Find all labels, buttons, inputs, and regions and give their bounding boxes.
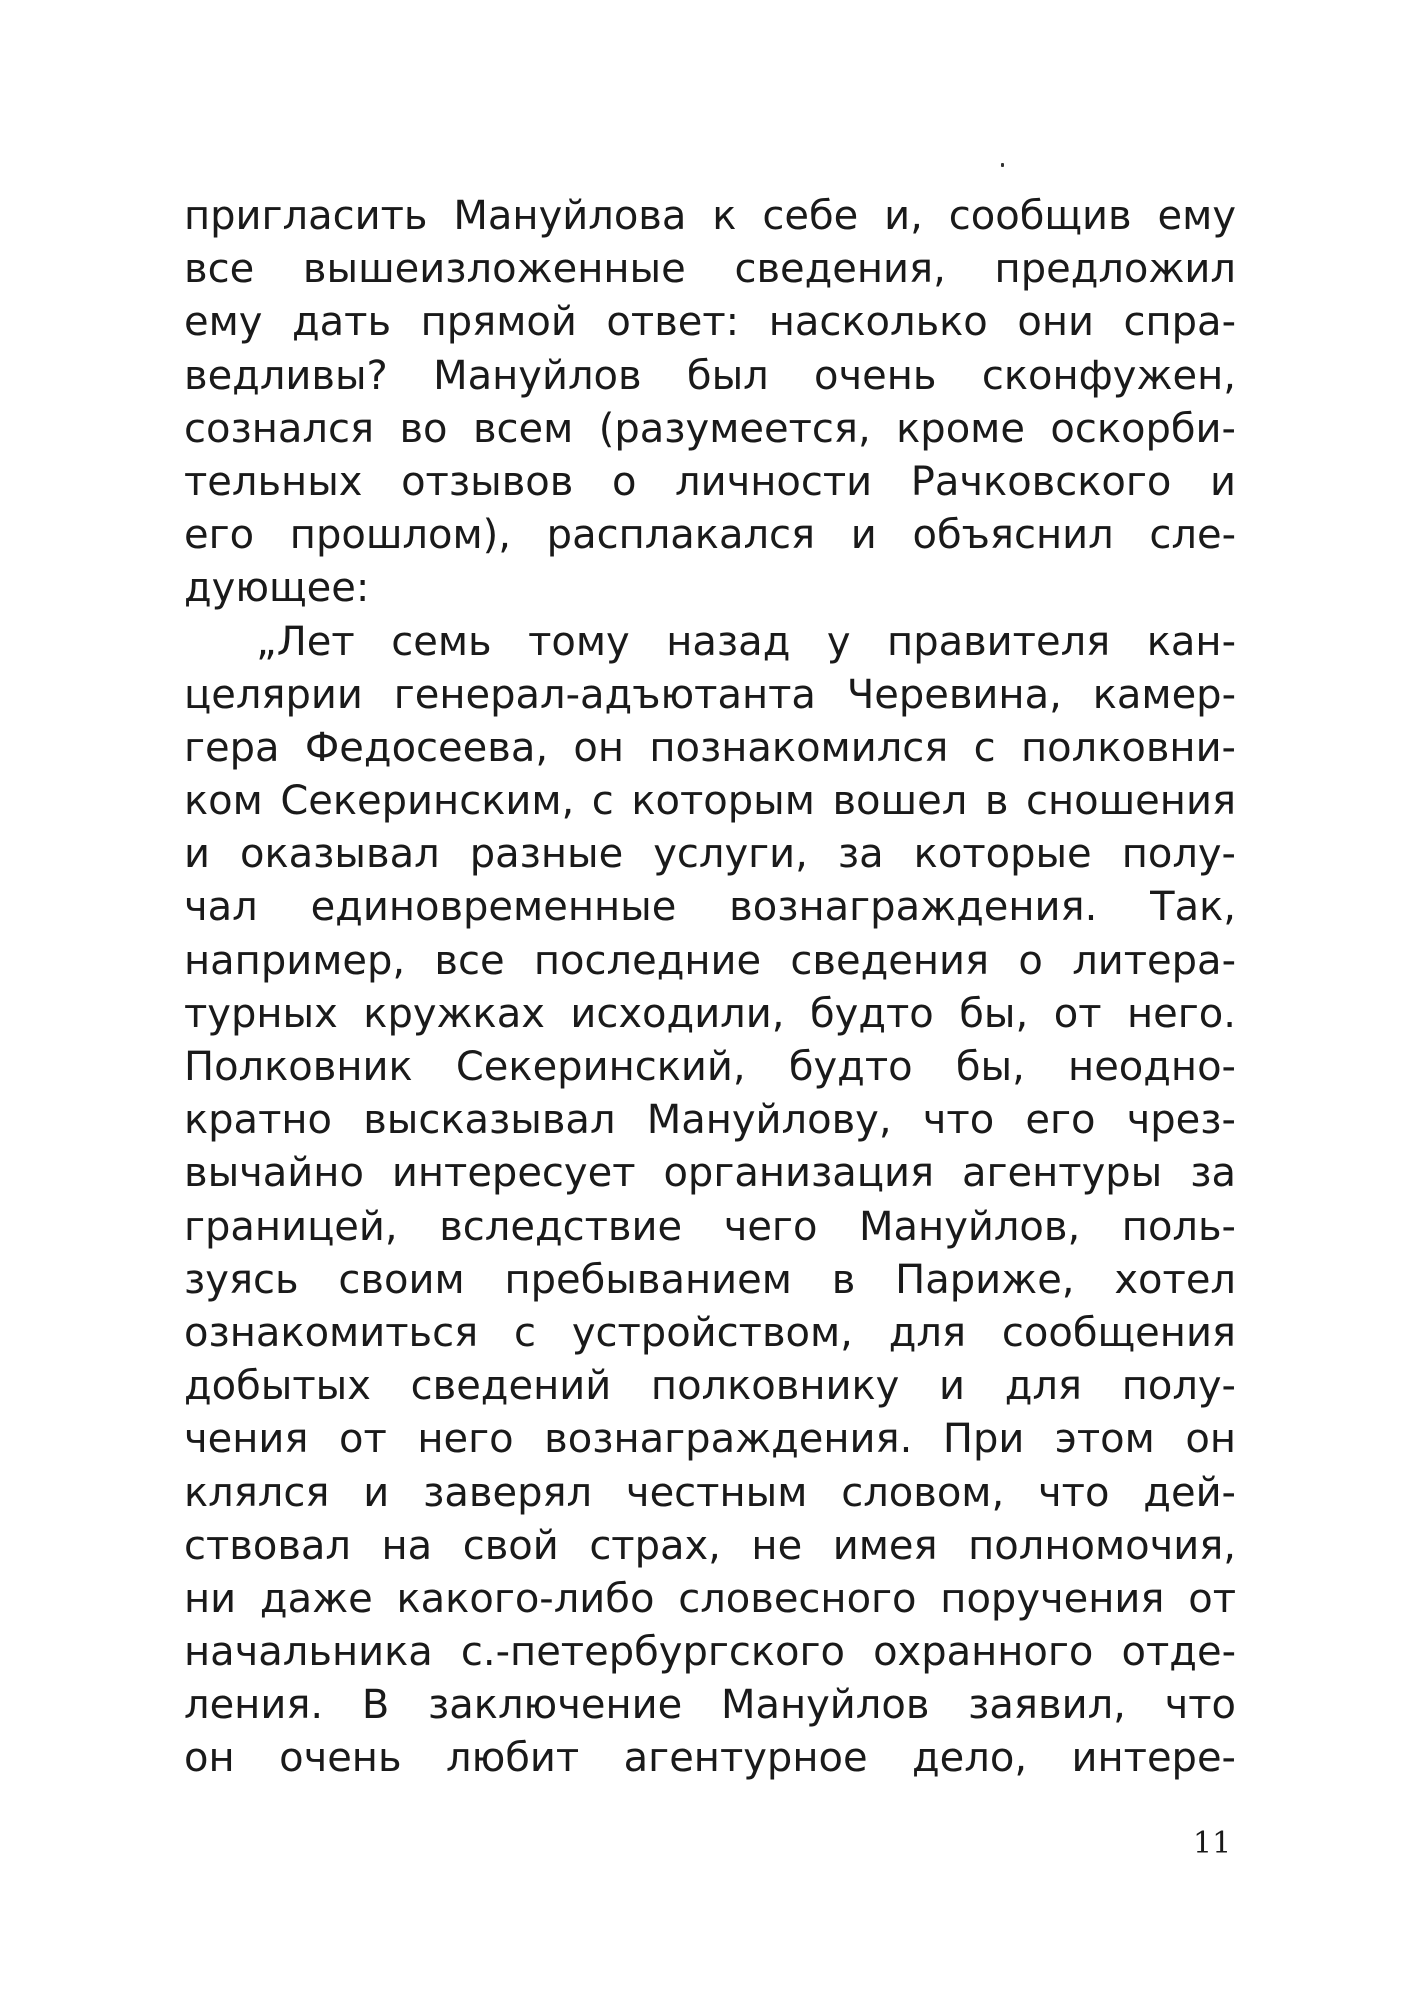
body-text xyxy=(184,190,1236,1786)
text-line: ни даже какого-либо словесного поручения от xyxy=(184,1575,1236,1622)
text-line: кратно высказывал Мануйлову, что его чрез- xyxy=(184,1097,1236,1144)
text-line: все вышеизложенные сведения, предложил xyxy=(184,246,1236,293)
text-line: ления. В заключение Мануйлов заявил, что xyxy=(184,1682,1236,1729)
text-line: турных кружках исходили, будто бы, от него. xyxy=(184,990,1236,1037)
text-line: сознался во всем (разумеется, кроме оскорби- xyxy=(184,405,1236,452)
text-line: тельных отзывов о личности Рачковского и xyxy=(184,458,1236,505)
text-line: ствовал на свой страх, не имея полномочия, xyxy=(184,1522,1236,1569)
text-line: например, все последние сведения о литера- xyxy=(184,937,1236,984)
text-line: ведливы? Мануйлов был очень сконфужен, xyxy=(184,352,1236,399)
text-line: ознакомиться с устройством, для сообщения xyxy=(184,1309,1236,1356)
print-speck xyxy=(1001,163,1004,167)
text-line: дующее: xyxy=(184,565,370,612)
text-line: Полковник Секеринский, будто бы, неодно- xyxy=(184,1044,1236,1090)
text-line: вычайно интересует организация агентуры за xyxy=(184,1150,1236,1197)
text-line: ком Секеринским, с которым вошел в сношения xyxy=(184,778,1236,825)
text-line: пригласить Мануйлова к себе и, сообщив ему xyxy=(184,193,1236,239)
text-line: целярии генерал-адъютанта Черевина, камер- xyxy=(184,671,1236,718)
text-line: его прошлом), расплакался и объяснил сле- xyxy=(184,512,1236,559)
text-line: границей, вследствие чего Мануйлов, поль- xyxy=(184,1203,1236,1250)
text-line: гера Федосеева, он познакомился с полковни- xyxy=(184,724,1236,771)
paragraph-start-line: „Лет семь тому назад у правителя кан- xyxy=(256,618,1236,665)
text-line: чения от него вознаграждения. При этом он xyxy=(184,1416,1236,1463)
text-line: он очень любит агентурное дело, интере- xyxy=(184,1735,1236,1782)
text-line: зуясь своим пребыванием в Париже, хотел xyxy=(184,1256,1236,1303)
text-line: и оказывал разные услуги, за которые полу- xyxy=(184,831,1236,878)
page-number: 11 xyxy=(1193,1826,1232,1861)
text-line: ему дать прямой ответ: насколько они спра- xyxy=(184,299,1236,346)
text-line: начальника с.-петербургского охранного отде- xyxy=(184,1629,1236,1676)
text-line: клялся и заверял честным словом, что дей- xyxy=(184,1469,1236,1516)
text-line: чал единовременные вознаграждения. Так, xyxy=(184,884,1236,931)
text-line: добытых сведений полковнику и для полу- xyxy=(184,1363,1236,1410)
